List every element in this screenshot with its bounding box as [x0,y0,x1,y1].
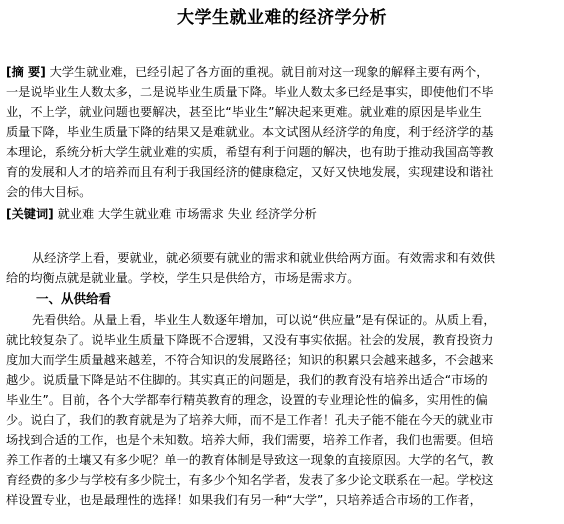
keywords-tag: [关键词] [6,207,54,221]
body-line: 育经费的多少与学校有多少院士，有多少个知名学者，发表了多少论文联系在一起。学校这 [6,473,494,487]
abstract-line: 会的伟大目标。 [6,185,92,199]
abstract-tag: [摘 要] [6,65,46,79]
keywords-line [6,204,317,224]
abstract-line: 本理论，系统分析大学生就业难的实质，希望有利于问题的解决，也有助于推动我国高等教 [6,145,494,159]
section-heading: 一、从供给看 [36,291,112,306]
body-line: 就比较复杂了。说毕业生质量下降既不合逻辑，又没有事实依据。社会的发展，教育投资力 [6,333,494,347]
body-line: 毕业生”。目前，各个大学都奉行精英教育的理念，设置的专业理论性的偏多，实用性的偏 [6,393,488,407]
abstract-line: 质量下降，毕业生质量下降的结果又是难就业。本文试图从经济学的角度，利于经济学的基 [6,125,494,139]
body-line: 越少。说质量下降是站不住脚的。其实真正的问题是，我们的教育没有培养出适合“市场的 [6,373,488,387]
keywords-text: 就业难 大学生就业难 市场需求 失业 经济学分析 [53,207,317,221]
body-line: 先看供给。从量上看，毕业生人数逐年增加，可以说“供应量”是有保证的。从质上看， [32,313,496,327]
abstract-line: 育的发展和人才的培养而且有利于我国经济的健康稳定，又好又快地发展，实现建设和谐社 [6,165,494,179]
body-line: 养工作者的土壤又有多少呢？单一的教育体制是导致这一现象的直接原因。大学的名气，教 [6,453,494,467]
abstract-text: 大学生就业难，已经引起了各方面的重视。就目前对这一现象的解释主要有两个， [45,65,489,79]
document-title: 大学生就业难的经济学分析 [177,8,387,28]
body-line: 度加大而学生质量越来越差，不符合知识的发展路径；知识的积累只会越来越多，不会越来 [6,353,494,367]
body-line: 少。说白了，我们的教育就是为了培养大师，而不是工作者！孔夫子能不能在今天的就业市 [6,413,494,427]
intro-line: 给的均衡点就是就业量。学校，学生只是供给方，市场是需求方。 [6,271,360,285]
abstract-line: 业，不上学，就业问题也要解决，甚至比“毕业生”解决起来更难。就业难的原因是毕业生 [6,105,482,119]
body-line: 场找到合适的工作，也是个未知数。培养大师，我们需要，培养工作者，我们也需要。但培 [6,433,494,447]
body-line: 样设置专业，也是最理性的选择！如果我们有另一种“大学”，只培养适合市场的工作者， [6,493,482,507]
abstract-line [6,62,488,82]
abstract-line: 一是说毕业生人数太多，二是说毕业生质量下降。毕业人数太多已经是事实，即使他们不毕 [6,85,494,99]
intro-line: 从经济学上看，要就业，就必须要有就业的需求和就业供给两方面。有效需求和有效供 [32,251,496,265]
